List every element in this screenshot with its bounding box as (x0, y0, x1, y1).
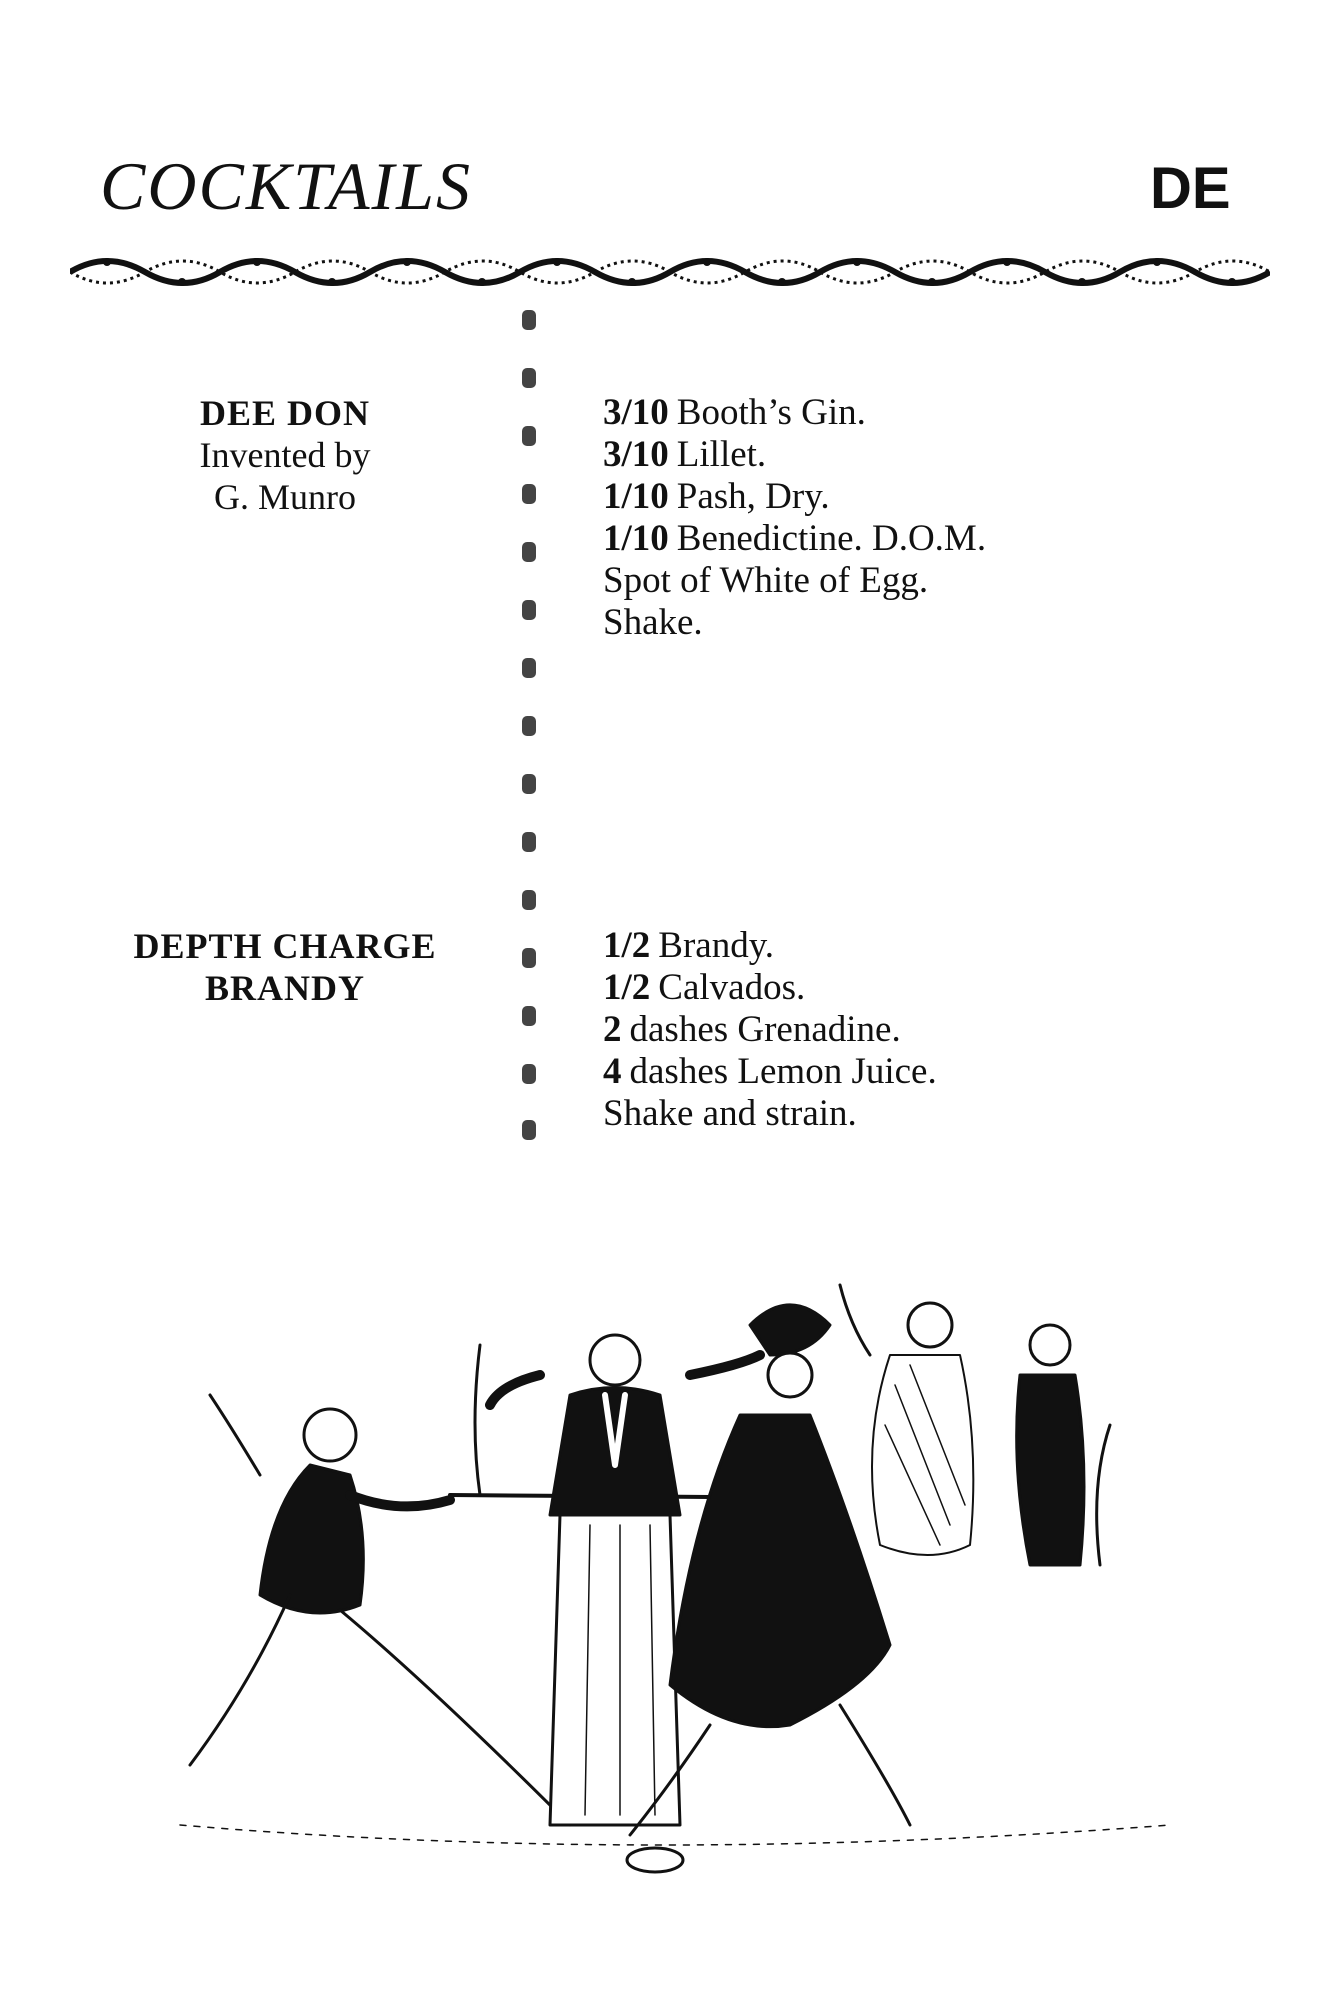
ingredient-line (603, 476, 1243, 518)
ingredient-line (603, 967, 1243, 1009)
recipe-name-dee-don (115, 392, 455, 518)
ingredient-amount: 2 (603, 1009, 622, 1050)
ingredient-text: Brandy. (658, 925, 775, 966)
ingredient-amount: 3/10 (603, 392, 669, 433)
ingredient-amount: 1/10 (603, 476, 669, 517)
ingredient-line (603, 518, 1243, 560)
ingredient-line (603, 560, 1243, 602)
ornamental-divider-icon (510, 310, 550, 1140)
ingredient-line (603, 392, 1243, 434)
ingredient-amount: 1/10 (603, 518, 669, 559)
ingredient-amount: 1/2 (603, 967, 651, 1008)
ingredient-text: Benedictine. D.O.M. (676, 518, 987, 559)
ingredient-text: Shake. (603, 602, 703, 643)
ingredient-list-depth-charge-brandy (603, 925, 1243, 1135)
ingredient-line (603, 434, 1243, 476)
recipe-name-depth-charge-brandy (115, 925, 455, 1009)
ingredient-amount: 1/2 (603, 925, 651, 966)
ingredient-text: Pash, Dry. (676, 476, 830, 517)
ingredient-line (603, 602, 1243, 644)
recipe-credit-line: G. Munro (214, 477, 356, 517)
ingredient-amount: 4 (603, 1051, 622, 1092)
ingredient-text: Booth’s Gin. (676, 392, 866, 433)
ingredient-line (603, 925, 1243, 967)
page-title: COCKTAILS (100, 148, 472, 224)
recipe-title-line: DEE DON (199, 393, 371, 433)
rope-border-icon (70, 250, 1270, 294)
fencing-party-illustration-icon (150, 1265, 1210, 1895)
ingredient-text: Shake and strain. (603, 1093, 857, 1134)
ingredient-line (603, 1093, 1243, 1135)
recipe-title-line: DEPTH CHARGE (133, 926, 437, 966)
ingredient-text: Lillet. (676, 434, 767, 475)
ingredient-list-dee-don (603, 392, 1243, 644)
recipe-credit-line: Invented by (199, 435, 371, 475)
ingredient-line (603, 1051, 1243, 1093)
ingredient-line (603, 1009, 1243, 1051)
ingredient-amount: 3/10 (603, 434, 669, 475)
ingredient-text: Calvados. (658, 967, 806, 1008)
ingredient-text: dashes Grenadine. (629, 1009, 901, 1050)
ingredient-text: dashes Lemon Juice. (629, 1051, 937, 1092)
ingredient-text: Spot of White of Egg. (603, 560, 929, 601)
recipe-title-line: BRANDY (204, 968, 365, 1008)
section-letters: DE (1150, 156, 1231, 221)
